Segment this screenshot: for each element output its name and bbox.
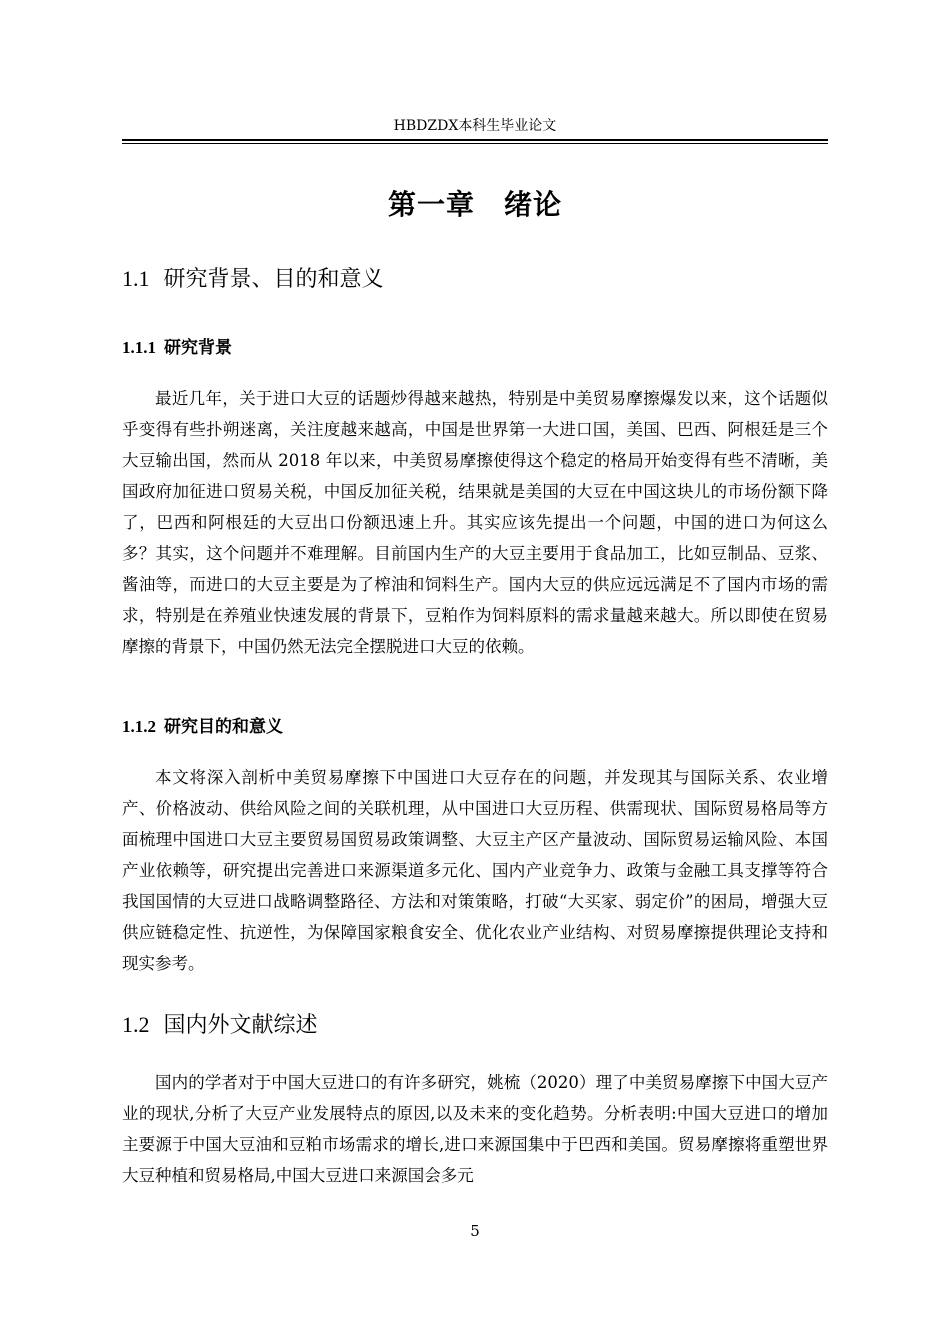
section-title: 研究背景、目的和意义 (163, 267, 384, 292)
running-header: HBDZDX本科生毕业论文 (393, 118, 557, 134)
section-1-1-heading (122, 264, 828, 295)
section-1-1-1-heading (122, 336, 828, 360)
section-number: 1.2 (122, 1012, 150, 1037)
page-number: 5 (470, 1222, 480, 1240)
purpose-paragraph: 本文将深入剖析中美贸易摩擦下中国进口大豆存在的问题，并发现其与国际关系、农业增产、价格波动、供给风险之间的关联机理，从中国进口大豆历程、供需现状、国际贸易格局等方面梳理中国进口大豆主要贸易国贸易政策调整、大豆主产区产量波动、国际贸易运输风险、本国产业依赖等，研究提出完善进口来源渠道多元化、国内产业竞争力、政策与金融工具支撑等符合我国国情的大豆进口战略调整路径、方法和对策策略，打破“大买家、弱定价”的困局，增强大豆供应链稳定性、抗逆性，为保障国家粮食安全、优化农业产业结构、对贸易摩擦提供理论支持和现实参考。 (122, 768, 828, 973)
header-rule-thick (122, 139, 828, 141)
section-number: 1.1 (122, 266, 150, 291)
chapter-title: 第一章 绪论 (387, 188, 562, 221)
header-rule-thin (122, 143, 828, 144)
section-1-1-2-heading (122, 715, 828, 739)
section-title: 国内外文献综述 (163, 1013, 318, 1038)
subsection-title: 研究目的和意义 (164, 717, 283, 737)
subsection-number: 1.1.2 (122, 717, 156, 736)
section-1-2-heading (122, 1010, 828, 1041)
literature-paragraph: 国内的学者对于中国大豆进口的有许多研究，姚梳（2020）理了中美贸易摩擦下中国大豆产业的现状,分析了大豆产业发展特点的原因,以及未来的变化趋势。分析表明:中国大豆进口的增加主要源于中国大豆油和豆粕市场需求的增长,进口来源国集中于巴西和美国。贸易摩擦将重塑世界大豆种植和贸易格局,中国大豆进口来源国会多元 (122, 1073, 828, 1185)
subsection-number: 1.1.1 (122, 338, 156, 357)
background-paragraph: 最近几年，关于进口大豆的话题炒得越来越热，特别是中美贸易摩擦爆发以来，这个话题似乎变得有些扑朔迷离，关注度越来越高，中国是世界第一大进口国，美国、巴西、阿根廷是三个大豆输出国，然而从 2018 年以来，中美贸易摩擦使得这个稳定的格局开始变得有些不清晰，美国政府加征进口贸易关税，中国反加征关税，结果就是美国的大豆在中国这块儿的市场份额下降了，巴西和阿根廷的大豆出口份额迅速上升。其实应该先提出一个问题，中国的进口为何这么多？其实，这个问题并不难理解。目前国内生产的大豆主要用于食品加工，比如豆制品、豆浆、酱油等，而进口的大豆主要是为了榨油和饲料生产。国内大豆的供应远远满足不了国内市场的需求，特别是在养殖业快速发展的背景下，豆粕作为饲料原料的需求量越来越大。所以即使在贸易摩擦的背景下，中国仍然无法完全摆脱进口大豆的依赖。 (122, 389, 828, 656)
subsection-title: 研究背景 (164, 338, 232, 358)
